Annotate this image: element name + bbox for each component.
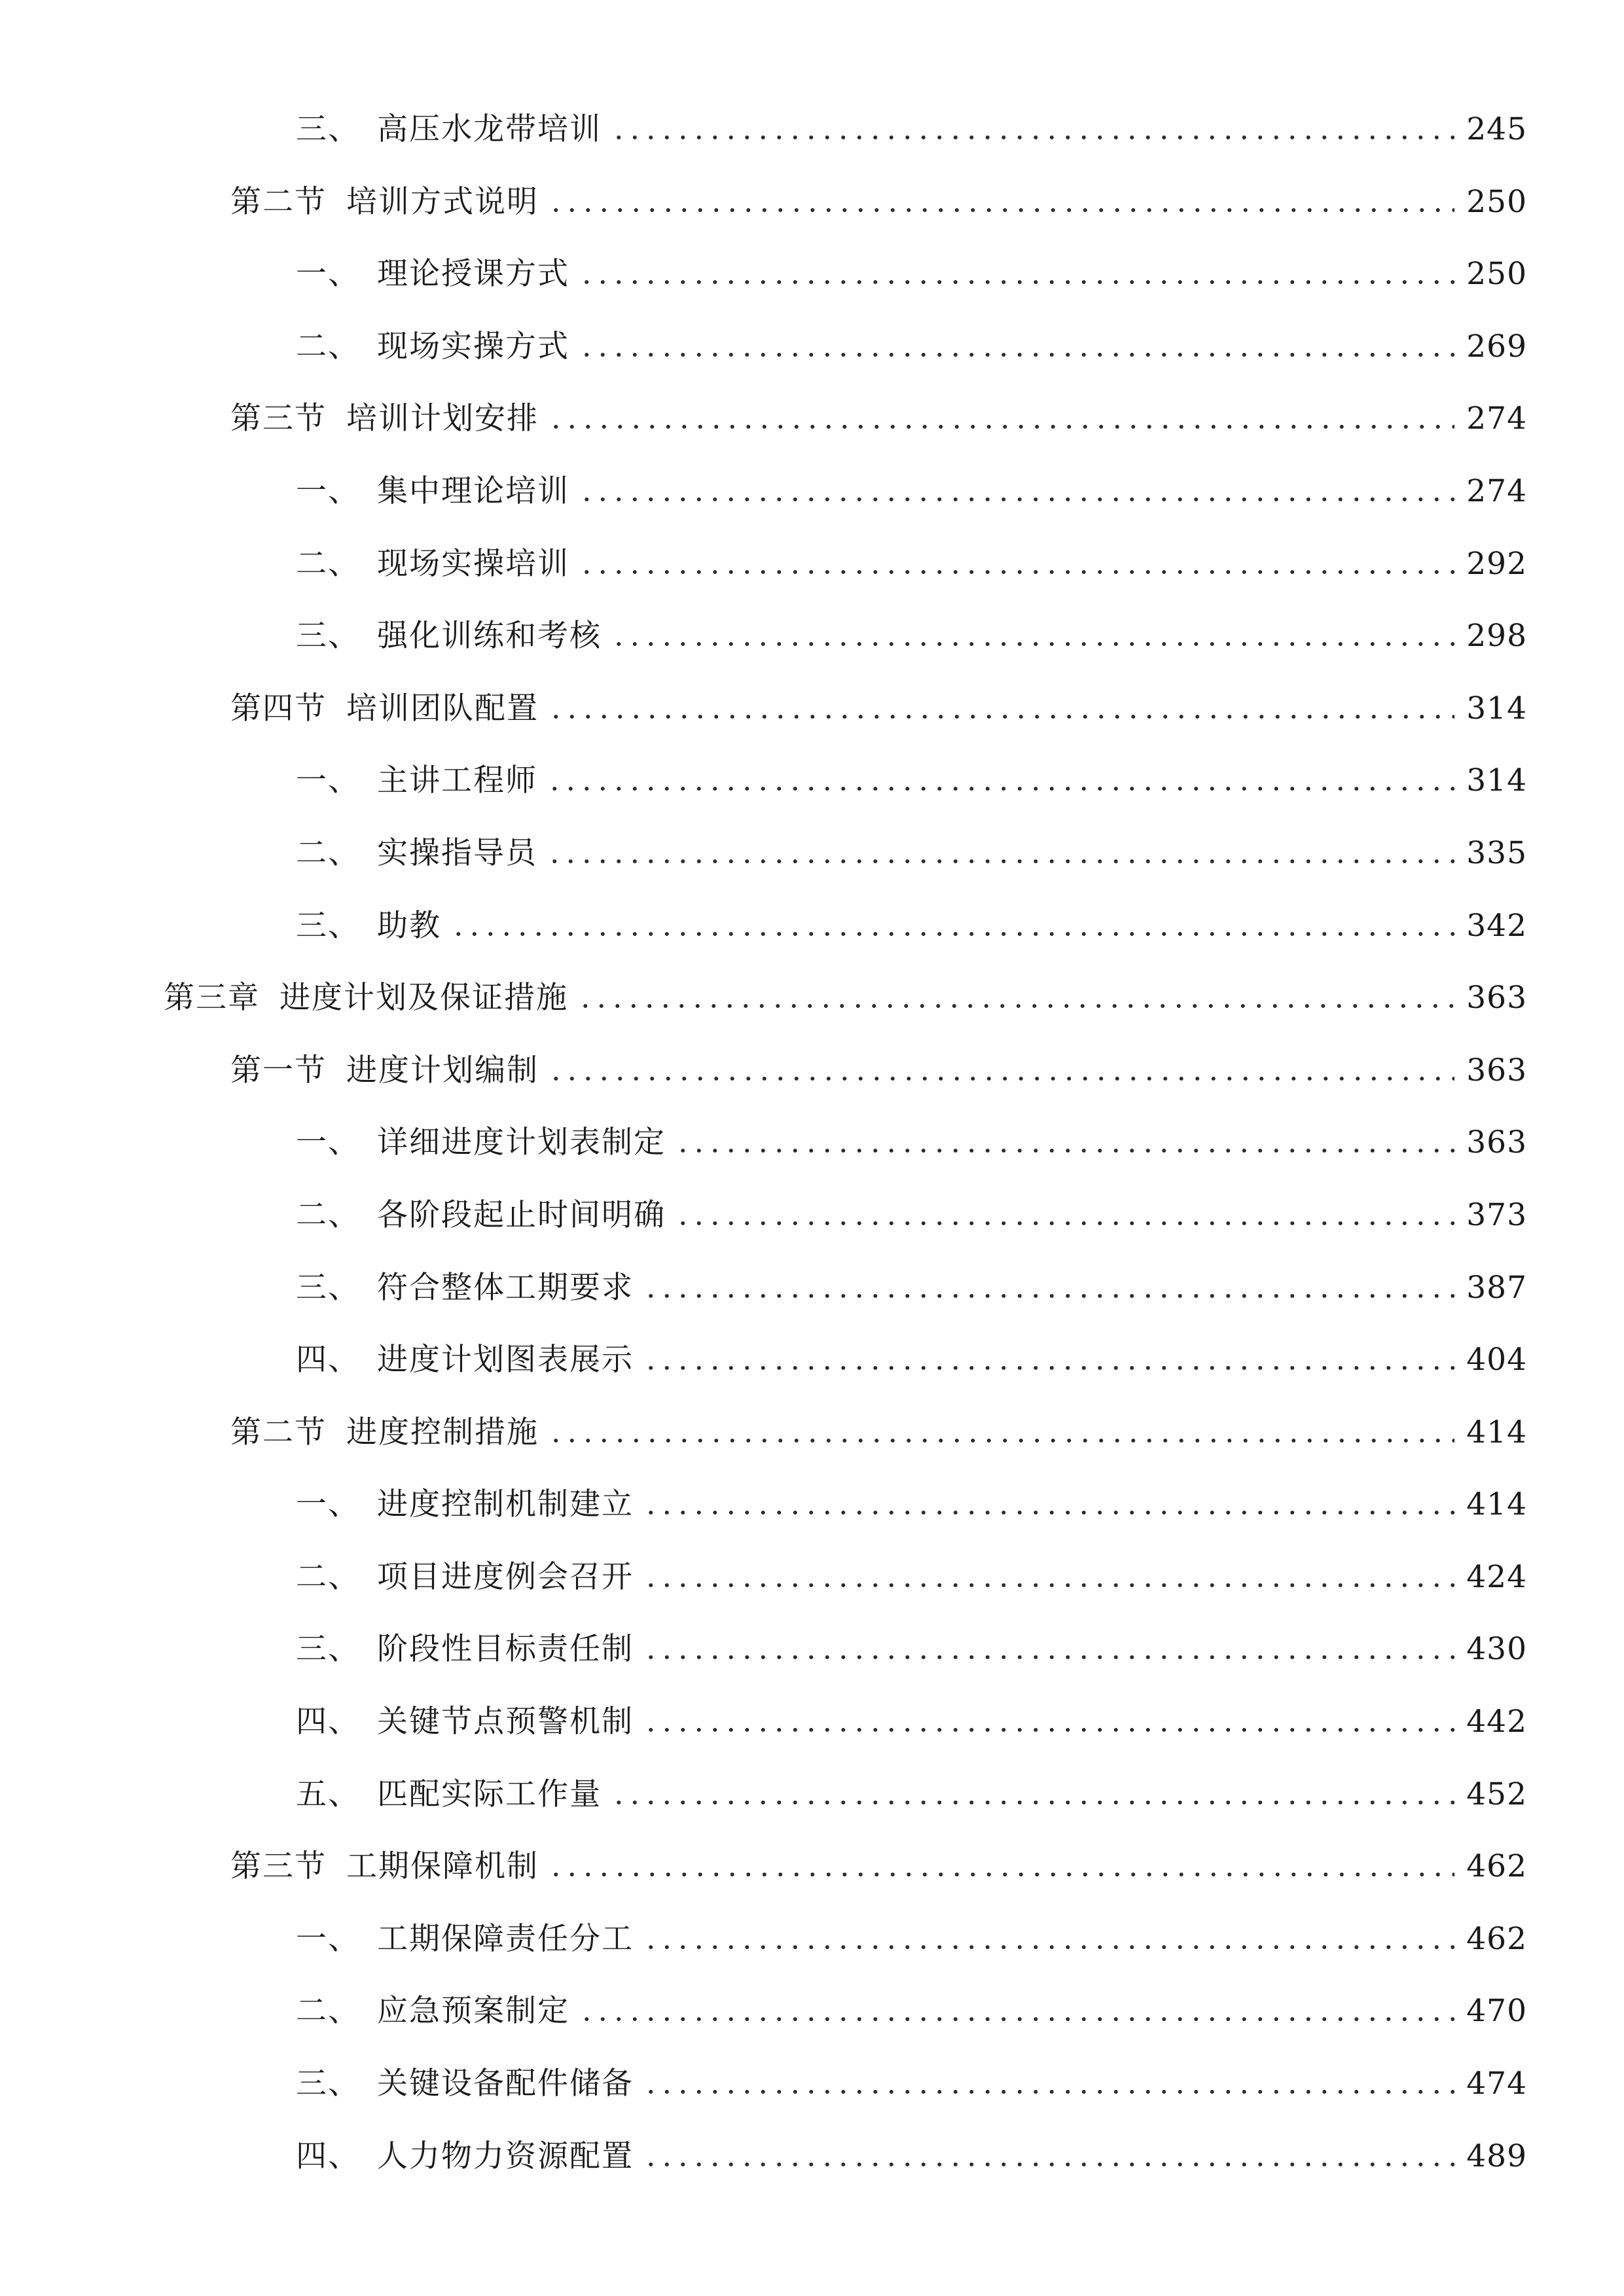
toc-entry-number: 第二节 <box>230 183 327 220</box>
toc-entry-number: 二、 <box>296 1558 360 1595</box>
toc-subsection-entry[interactable] <box>0 452 1624 525</box>
toc-page-number: 314 <box>1466 690 1527 726</box>
toc-entry-row <box>296 1465 1527 1524</box>
toc-subsection-entry[interactable] <box>0 1610 1624 1683</box>
toc-entry-row <box>296 2117 1527 2176</box>
toc-entry-row <box>230 670 1527 728</box>
toc-entry-row <box>296 1321 1527 1380</box>
toc-entry-row <box>296 308 1527 367</box>
toc-entry-number: 二、 <box>296 328 360 365</box>
toc-entry-row <box>296 1538 1527 1597</box>
toc-entry-row <box>296 1103 1527 1162</box>
toc-entry-number: 四、 <box>296 1342 360 1378</box>
toc-entry-number: 四、 <box>296 2138 360 2174</box>
dot-leader <box>611 135 1454 140</box>
dot-leader <box>643 2089 1454 2094</box>
toc-entry-title: 高压水龙带培训 <box>377 111 602 147</box>
toc-entry-row <box>296 452 1527 511</box>
toc-entry-number: 一、 <box>296 762 360 799</box>
toc-entry-row <box>230 380 1527 439</box>
toc-entry-row <box>230 1393 1527 1452</box>
dot-leader <box>643 2162 1454 2167</box>
toc-entry-number: 五、 <box>296 1776 360 1812</box>
toc-subsection-entry[interactable] <box>0 887 1624 960</box>
toc-entry-number: 第三节 <box>230 401 327 437</box>
toc-page-number: 274 <box>1466 401 1527 437</box>
toc-subsection-entry[interactable] <box>0 235 1624 308</box>
toc-page-number: 462 <box>1466 1848 1527 1885</box>
toc-page-number: 387 <box>1466 1269 1527 1306</box>
toc-entry-number: 二、 <box>296 1196 360 1233</box>
toc-page-number: 452 <box>1466 1776 1527 1812</box>
toc-entry-title: 进度控制措施 <box>346 1414 539 1450</box>
dot-leader <box>579 352 1454 357</box>
toc-subsection-entry[interactable] <box>0 597 1624 670</box>
toc-page-number: 269 <box>1466 328 1527 365</box>
toc-entry-number: 三、 <box>296 907 360 944</box>
toc-entry-title: 理论授课方式 <box>377 256 569 293</box>
toc-entry-number: 第四节 <box>230 690 327 726</box>
toc-entry-title: 集中理论培训 <box>377 473 569 509</box>
toc-entry-number: 一、 <box>296 1124 360 1161</box>
toc-entry-row <box>296 235 1527 294</box>
toc-page-number: 250 <box>1466 256 1527 293</box>
toc-entry-number: 二、 <box>296 834 360 871</box>
dot-leader <box>548 424 1454 429</box>
toc-page-number: 363 <box>1466 1052 1527 1088</box>
toc-entry-row <box>164 959 1527 1018</box>
toc-page-number: 335 <box>1466 834 1527 871</box>
toc-entry-number: 第三章 <box>164 980 260 1016</box>
dot-leader <box>643 1727 1454 1732</box>
toc-entry-title: 实操指导员 <box>377 834 537 871</box>
toc-entry-row <box>230 163 1527 222</box>
toc-page-number: 414 <box>1466 1414 1527 1450</box>
dot-leader <box>643 1945 1454 1950</box>
toc-entry-title: 匹配实际工作量 <box>377 1776 602 1812</box>
toc-entry-number: 三、 <box>296 1269 360 1306</box>
toc-entry-title: 现场实操方式 <box>377 328 569 365</box>
toc-entry-number: 三、 <box>296 2066 360 2102</box>
toc-entry-row <box>296 2045 1527 2104</box>
toc-page-number: 363 <box>1466 980 1527 1016</box>
dot-leader <box>577 1003 1454 1009</box>
toc-chapter-entry[interactable] <box>0 959 1624 1031</box>
table-of-contents <box>0 90 1624 2189</box>
toc-page-number: 424 <box>1466 1558 1527 1595</box>
toc-page-number: 404 <box>1466 1342 1527 1378</box>
dot-leader <box>675 1221 1454 1226</box>
dot-leader <box>675 1148 1454 1153</box>
toc-entry-number: 第一节 <box>230 1052 327 1088</box>
toc-entry-title: 进度计划编制 <box>346 1052 539 1088</box>
toc-entry-title: 工期保障责任分工 <box>377 1920 634 1957</box>
toc-section-entry[interactable] <box>0 1031 1624 1104</box>
toc-entry-title: 进度计划图表展示 <box>377 1342 634 1378</box>
toc-entry-number: 三、 <box>296 1631 360 1668</box>
toc-entry-title: 关键节点预警机制 <box>377 1704 634 1740</box>
toc-subsection-entry[interactable] <box>0 1103 1624 1176</box>
dot-leader <box>548 207 1454 213</box>
toc-entry-number: 一、 <box>296 1920 360 1957</box>
toc-subsection-entry[interactable] <box>0 1176 1624 1249</box>
toc-entry-row <box>230 1031 1527 1090</box>
toc-subsection-entry[interactable] <box>0 2045 1624 2117</box>
toc-page-number: 430 <box>1466 1631 1527 1668</box>
toc-subsection-entry[interactable] <box>0 1249 1624 1321</box>
dot-leader <box>547 786 1454 791</box>
dot-leader <box>548 1438 1454 1443</box>
toc-entry-number: 一、 <box>296 1486 360 1523</box>
dot-leader <box>643 1510 1454 1515</box>
dot-leader <box>643 1583 1454 1588</box>
toc-entry-title: 关键设备配件储备 <box>377 2066 634 2102</box>
toc-entry-row <box>296 1176 1527 1235</box>
toc-entry-row <box>296 1900 1527 1959</box>
dot-leader <box>611 1800 1454 1805</box>
toc-page-number: 489 <box>1466 2138 1527 2174</box>
toc-entry-title: 主讲工程师 <box>377 762 537 799</box>
toc-subsection-entry[interactable] <box>0 1538 1624 1611</box>
toc-entry-title: 强化训练和考核 <box>377 618 602 655</box>
toc-page-number: 245 <box>1466 111 1527 147</box>
toc-entry-row <box>296 742 1527 800</box>
toc-page-number: 342 <box>1466 907 1527 944</box>
dot-leader <box>579 497 1454 502</box>
toc-entry-number: 二、 <box>296 1993 360 2030</box>
dot-leader <box>611 641 1454 647</box>
dot-leader <box>548 714 1454 719</box>
toc-entry-title: 应急预案制定 <box>377 1993 569 2030</box>
toc-entry-row <box>296 1683 1527 1742</box>
toc-page-number: 414 <box>1466 1486 1527 1523</box>
toc-entry-row <box>296 90 1527 149</box>
toc-entry-title: 培训团队配置 <box>346 690 539 726</box>
toc-entry-title: 培训计划安排 <box>346 401 539 437</box>
dot-leader <box>643 1365 1454 1371</box>
toc-subsection-entry[interactable] <box>0 1755 1624 1828</box>
toc-section-entry[interactable] <box>0 163 1624 236</box>
toc-page-number: 442 <box>1466 1704 1527 1740</box>
toc-entry-title: 各阶段起止时间明确 <box>377 1196 666 1233</box>
toc-entry-row <box>296 597 1527 656</box>
toc-entry-title: 详细进度计划表制定 <box>377 1124 666 1161</box>
toc-subsection-entry[interactable] <box>0 308 1624 380</box>
toc-entry-title: 项目进度例会召开 <box>377 1558 634 1595</box>
toc-entry-title: 人力物力资源配置 <box>377 2138 634 2174</box>
toc-entry-row <box>296 887 1527 946</box>
dot-leader <box>548 1872 1454 1877</box>
toc-subsection-entry[interactable] <box>0 2117 1624 2190</box>
toc-subsection-entry[interactable] <box>0 1321 1624 1393</box>
dot-leader <box>579 569 1454 575</box>
toc-page-number: 314 <box>1466 762 1527 799</box>
toc-page-number: 462 <box>1466 1920 1527 1957</box>
dot-leader <box>579 279 1454 285</box>
toc-entry-number: 第三节 <box>230 1848 327 1885</box>
toc-entry-number: 四、 <box>296 1704 360 1740</box>
toc-entry-row <box>296 1972 1527 2031</box>
toc-entry-number: 一、 <box>296 256 360 293</box>
dot-leader <box>579 2017 1454 2022</box>
dot-leader <box>547 859 1454 864</box>
toc-subsection-entry[interactable] <box>0 90 1624 163</box>
toc-page-number: 373 <box>1466 1196 1527 1233</box>
dot-leader <box>643 1293 1454 1299</box>
toc-page-number: 298 <box>1466 618 1527 655</box>
toc-entry-title: 助教 <box>377 907 441 944</box>
toc-page-number: 292 <box>1466 545 1527 582</box>
toc-section-entry[interactable] <box>0 1393 1624 1466</box>
toc-entry-row <box>296 1755 1527 1814</box>
toc-entry-row <box>296 814 1527 873</box>
toc-entry-title: 进度计划及保证措施 <box>280 980 568 1016</box>
toc-page-number: 274 <box>1466 473 1527 509</box>
toc-entry-title: 工期保障机制 <box>346 1848 539 1885</box>
toc-subsection-entry[interactable] <box>0 1683 1624 1755</box>
toc-section-entry[interactable] <box>0 380 1624 452</box>
toc-page-number: 474 <box>1466 2066 1527 2102</box>
toc-entry-title: 阶段性目标责任制 <box>377 1631 634 1668</box>
toc-entry-title: 现场实操培训 <box>377 545 569 582</box>
dot-leader <box>548 1076 1454 1081</box>
toc-page-number: 470 <box>1466 1993 1527 2030</box>
toc-subsection-entry[interactable] <box>0 814 1624 887</box>
toc-entry-number: 一、 <box>296 473 360 509</box>
toc-entry-row <box>296 525 1527 584</box>
toc-entry-number: 二、 <box>296 545 360 582</box>
toc-page-number: 250 <box>1466 183 1527 220</box>
toc-subsection-entry[interactable] <box>0 1465 1624 1538</box>
toc-page-number: 363 <box>1466 1124 1527 1161</box>
toc-entry-row <box>296 1610 1527 1669</box>
toc-entry-row <box>230 1827 1527 1886</box>
toc-section-entry[interactable] <box>0 670 1624 742</box>
toc-entry-row <box>296 1249 1527 1308</box>
toc-entry-title: 符合整体工期要求 <box>377 1269 634 1306</box>
toc-entry-title: 培训方式说明 <box>346 183 539 220</box>
toc-subsection-entry[interactable] <box>0 1900 1624 1973</box>
toc-subsection-entry[interactable] <box>0 525 1624 598</box>
toc-entry-number: 三、 <box>296 111 360 147</box>
toc-section-entry[interactable] <box>0 1827 1624 1900</box>
toc-entry-number: 三、 <box>296 618 360 655</box>
dot-leader <box>643 1655 1454 1660</box>
toc-entry-title: 进度控制机制建立 <box>377 1486 634 1523</box>
toc-entry-number: 第二节 <box>230 1414 327 1450</box>
dot-leader <box>450 931 1454 937</box>
toc-subsection-entry[interactable] <box>0 742 1624 814</box>
toc-subsection-entry[interactable] <box>0 1972 1624 2045</box>
